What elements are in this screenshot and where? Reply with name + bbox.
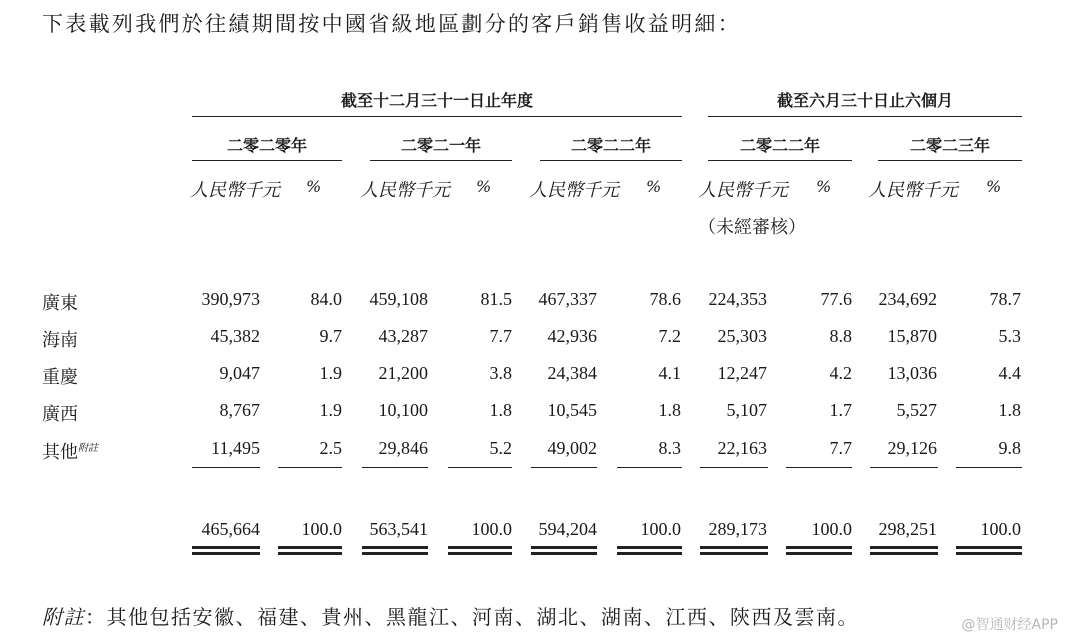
table-cell: 81.5 — [480, 289, 512, 309]
unaudited-note: （未經審核） — [698, 217, 806, 238]
total-cell: 100.0 — [640, 519, 681, 539]
pct-header: % — [476, 177, 492, 196]
table-cell: 13,036 — [887, 363, 937, 383]
row-label-guangdong: 廣東 — [42, 293, 78, 314]
watermark: @智通财经APP — [961, 617, 1058, 633]
subtotal-rule — [278, 467, 342, 468]
table-cell: 459,108 — [369, 289, 428, 309]
table-cell: 1.8 — [489, 400, 512, 420]
table-cell: 5.3 — [998, 326, 1021, 346]
subtotal-rule — [617, 467, 682, 468]
pct-header: % — [986, 177, 1002, 196]
subtotal-rule — [192, 467, 260, 468]
table-cell: 5,107 — [726, 400, 767, 420]
table-cell: 49,002 — [547, 438, 597, 458]
table-cell: 2.5 — [319, 438, 342, 458]
group-title-interim: 截至六月三十日止六個月 — [776, 91, 953, 110]
subtotal-rule — [531, 467, 597, 468]
table-cell: 12,247 — [717, 363, 767, 383]
total-double-rule — [700, 546, 768, 555]
table-cell: 1.8 — [658, 400, 681, 420]
total-cell: 465,664 — [201, 519, 260, 539]
table-cell: 4.2 — [829, 363, 852, 383]
total-cell: 100.0 — [980, 519, 1021, 539]
subtotal-rule — [448, 467, 512, 468]
table-cell: 1.9 — [319, 400, 342, 420]
total-double-rule — [617, 546, 682, 555]
year-header-2021: 二零二一年 — [400, 136, 481, 155]
year-header-2022-interim: 二零二二年 — [739, 136, 820, 155]
table-cell: 224,353 — [708, 289, 767, 309]
table-cell: 7.2 — [658, 326, 681, 346]
table-cell: 1.9 — [319, 363, 342, 383]
total-cell: 594,204 — [538, 519, 597, 539]
table-cell: 1.8 — [998, 400, 1021, 420]
table-cell: 8,767 — [219, 400, 260, 420]
table-cell: 29,126 — [887, 438, 937, 458]
total-double-rule — [278, 546, 342, 555]
year-rule — [878, 160, 1022, 161]
total-double-rule — [956, 546, 1022, 555]
total-double-rule — [786, 546, 852, 555]
total-cell: 100.0 — [471, 519, 512, 539]
table-cell: 7.7 — [829, 438, 852, 458]
table-cell: 22,163 — [717, 438, 767, 458]
table-cell: 467,337 — [538, 289, 597, 309]
table-cell: 43,287 — [378, 326, 428, 346]
table-cell: 9.8 — [998, 438, 1021, 458]
table-cell: 84.0 — [310, 289, 342, 309]
year-rule — [708, 160, 852, 161]
table-cell: 10,545 — [547, 400, 597, 420]
total-double-rule — [362, 546, 428, 555]
table-cell: 390,973 — [201, 289, 260, 309]
table-cell: 45,382 — [210, 326, 260, 346]
table-cell: 9.7 — [319, 326, 342, 346]
table-cell: 29,846 — [378, 438, 428, 458]
footnote-key: 附註 — [42, 605, 85, 629]
table-cell: 42,936 — [547, 326, 597, 346]
total-cell: 100.0 — [811, 519, 852, 539]
intro-text: 下表載列我們於往績期間按中國省級地區劃分的客戶銷售收益明細： — [42, 12, 741, 36]
table-cell: 24,384 — [547, 363, 597, 383]
unit-header: 人民幣千元 — [698, 180, 788, 201]
table-cell: 9,047 — [219, 363, 260, 383]
year-rule — [540, 160, 682, 161]
row-label-hainan: 海南 — [42, 330, 78, 351]
unit-header: 人民幣千元 — [868, 180, 958, 201]
table-cell: 5.2 — [489, 438, 512, 458]
table-cell: 15,870 — [887, 326, 937, 346]
total-double-rule — [870, 546, 938, 555]
unit-header: 人民幣千元 — [360, 180, 450, 201]
pct-header: % — [816, 177, 832, 196]
table-cell: 8.8 — [829, 326, 852, 346]
subtotal-rule — [700, 467, 768, 468]
total-cell: 100.0 — [301, 519, 342, 539]
row-label-chongqing: 重慶 — [42, 367, 78, 388]
table-cell: 21,200 — [378, 363, 428, 383]
year-rule — [370, 160, 512, 161]
table-cell: 1.7 — [829, 400, 852, 420]
year-header-2022: 二零二二年 — [570, 136, 651, 155]
table-cell: 77.6 — [820, 289, 852, 309]
subtotal-rule — [362, 467, 428, 468]
subtotal-rule — [870, 467, 938, 468]
table-cell: 5,527 — [896, 400, 937, 420]
pct-header: % — [646, 177, 662, 196]
unit-header: 人民幣千元 — [529, 180, 619, 201]
row-label-others-text: 其他 — [42, 442, 78, 463]
total-double-rule — [192, 546, 260, 555]
year-header-2020: 二零二零年 — [226, 136, 307, 155]
row-label-guangxi: 廣西 — [42, 404, 78, 425]
unit-header: 人民幣千元 — [190, 180, 280, 201]
subtotal-rule — [956, 467, 1022, 468]
table-cell: 234,692 — [878, 289, 937, 309]
group-rule-annual — [192, 116, 682, 117]
table-cell: 8.3 — [658, 438, 681, 458]
table-cell: 11,495 — [211, 438, 260, 458]
year-rule — [192, 160, 342, 161]
table-cell: 4.1 — [658, 363, 681, 383]
year-header-2023-interim: 二零二三年 — [909, 136, 990, 155]
row-label-others — [42, 438, 98, 464]
table-cell: 7.7 — [489, 326, 512, 346]
total-double-rule — [448, 546, 512, 555]
table-cell: 4.4 — [998, 363, 1021, 383]
table-cell: 78.6 — [649, 289, 681, 309]
pct-header: % — [306, 177, 322, 196]
total-cell: 298,251 — [878, 519, 937, 539]
total-double-rule — [531, 546, 597, 555]
footnote-text: ：其他包括安徽、福建、貴州、黑龍江、河南、湖北、湖南、江西、陝西及雲南。 — [85, 605, 859, 629]
total-cell: 563,541 — [369, 519, 428, 539]
table-cell: 78.7 — [989, 289, 1021, 309]
table-cell: 25,303 — [717, 326, 767, 346]
footnote — [42, 601, 859, 630]
total-cell: 289,173 — [708, 519, 767, 539]
note-mark: 附註 — [78, 443, 98, 454]
group-rule-interim — [708, 116, 1022, 117]
table-cell: 10,100 — [378, 400, 428, 420]
subtotal-rule — [786, 467, 852, 468]
group-title-annual: 截至十二月三十一日止年度 — [340, 91, 533, 110]
table-cell: 3.8 — [489, 363, 512, 383]
